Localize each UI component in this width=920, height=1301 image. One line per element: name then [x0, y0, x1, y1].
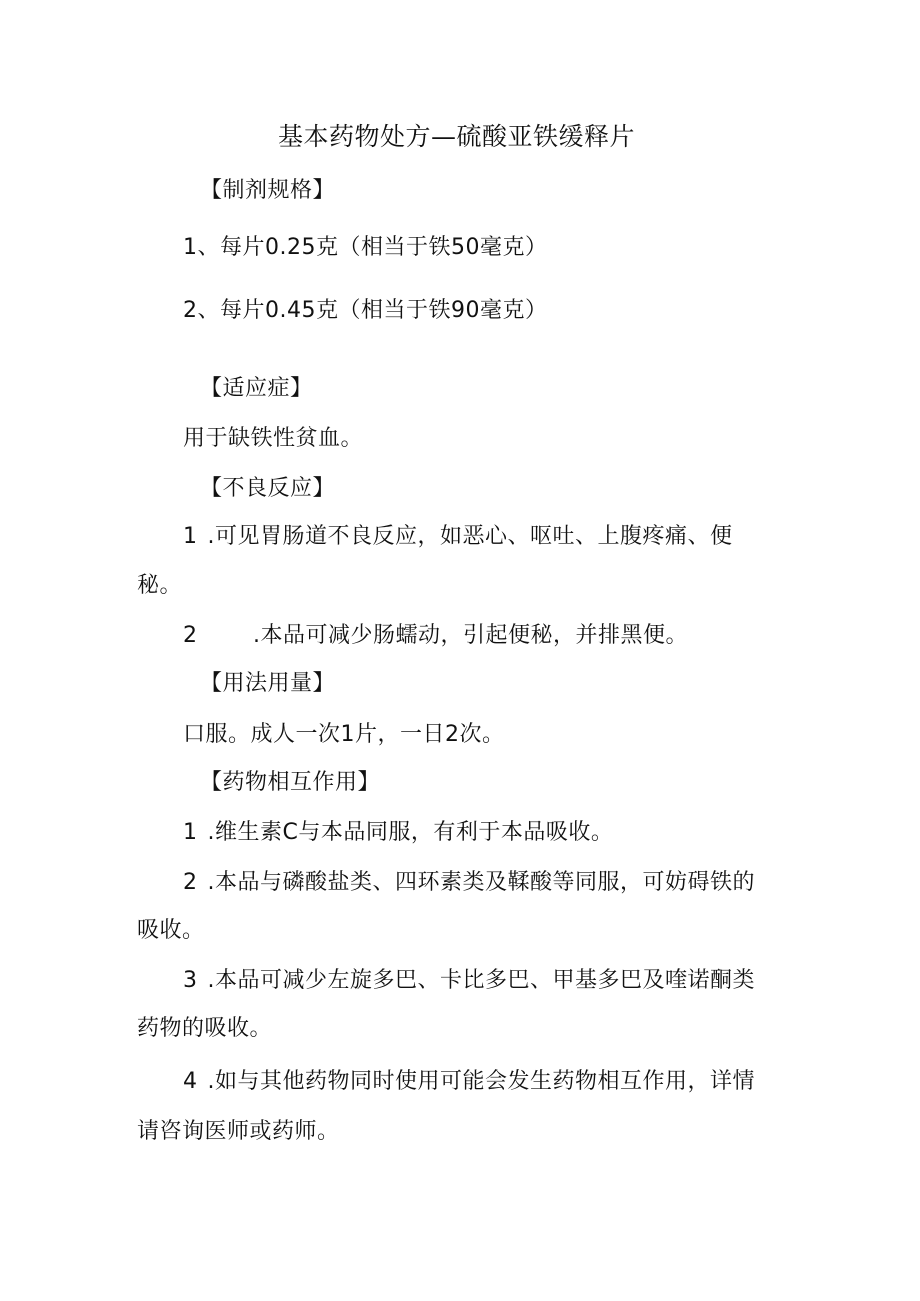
formulation-item-1	[183, 233, 547, 263]
item-text: .维生素C与本品同服，有利于本品吸收。	[207, 820, 614, 845]
interaction-item-3-line-1	[183, 966, 755, 996]
document-title: 基本药物处方—硫酸亚铁缓释片	[278, 122, 636, 151]
item-number: 2	[183, 623, 198, 648]
dosage-text: 口服。成人一次1片，一日2次。	[183, 722, 505, 747]
section-heading-dosage: 【用法用量】	[200, 671, 336, 696]
interaction-item-2-line-1	[183, 868, 755, 898]
item-text: .可见胃肠道不良反应，如恶心、呕吐、上腹疼痛、便	[207, 524, 733, 549]
item-number: 3	[183, 968, 198, 993]
item-number: 1	[183, 820, 198, 845]
interaction-item-2-line-2: 吸收。	[137, 918, 205, 943]
item-text: .如与其他药物同时使用可能会发生药物相互作用，详情	[207, 1069, 755, 1094]
interaction-item-4-line-2: 请咨询医师或药师。	[137, 1119, 340, 1144]
adverse-item-1-line-1	[183, 522, 733, 552]
item-text: 、每片0.25克（相当于铁50毫克）	[197, 235, 548, 260]
section-heading-interactions: 【药物相互作用】	[200, 770, 381, 795]
item-number: 2	[183, 870, 198, 895]
formulation-item-2	[183, 296, 547, 326]
item-text: 、每片0.45克（相当于铁90毫克）	[197, 298, 548, 323]
item-text: .本品与磷酸盐类、四环素类及鞣酸等同服，可妨碍铁的	[207, 870, 755, 895]
item-number: 2	[183, 298, 198, 323]
indications-text: 用于缺铁性贫血。	[183, 426, 364, 451]
interaction-item-4-line-1	[183, 1067, 755, 1097]
item-text: .本品可减少肠蠕动，引起便秘，并排黑便。	[253, 623, 688, 648]
item-text: .本品可减少左旋多巴、卡比多巴、甲基多巴及喹诺酮类	[207, 968, 755, 993]
section-heading-indications: 【适应症】	[200, 376, 313, 401]
item-number: 1	[183, 235, 198, 260]
item-number: 1	[183, 524, 198, 549]
adverse-item-1-line-2: 秘。	[137, 573, 183, 598]
interaction-item-3-line-2: 药物的吸收。	[137, 1016, 273, 1041]
interaction-item-1	[183, 818, 613, 848]
section-heading-adverse-reactions: 【不良反应】	[200, 476, 336, 501]
adverse-item-2	[183, 621, 688, 651]
section-heading-formulation: 【制剂规格】	[200, 178, 336, 203]
item-number: 4	[183, 1069, 198, 1094]
